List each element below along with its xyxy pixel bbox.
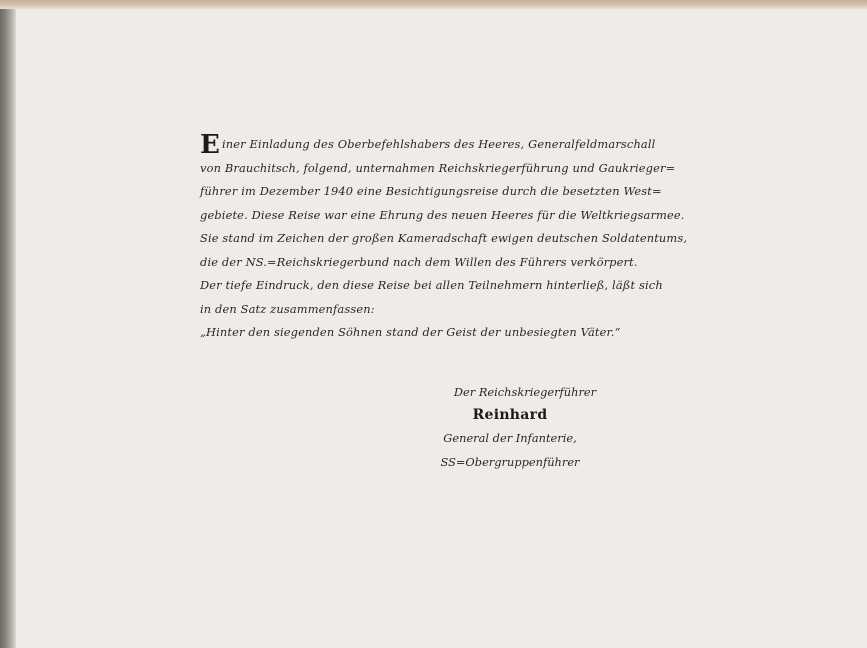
text-line-7: Der tiefe Eindruck, den diese Reise bei allen Teilnehmern hinterließ, läßt sich: [200, 278, 663, 292]
text-line-8: in den Satz zusammenfassen:: [200, 301, 375, 316]
page-top-edge: [0, 0, 867, 9]
text-line-4: gebiete. Diese Reise war eine Ehrung des neuen Heeres für die Weltkriegsarmee.: [200, 207, 685, 222]
text-line-1-rest: iner Einladung des Oberbefehlshabers des Heeres, Generalfeldmarschall: [221, 137, 656, 151]
closing-quote: „Hinter den siegenden Söhnen stand der Geist der unbesiegten Väter.“: [200, 325, 621, 339]
signature-rank: General der Infanterie, SS=Obergruppenführer: [440, 431, 580, 469]
text-line-1: [200, 130, 656, 160]
drop-initial: E: [200, 130, 220, 160]
signature-title: Der Reichskriegerführer: [453, 385, 597, 399]
body-text: [200, 130, 688, 345]
text-line-5: Sie stand im Zeichen der großen Kameradschaft ewigen deutschen Soldatentums,: [200, 231, 688, 245]
text-line-3: führer im Dezember 1940 eine Besichtigungsreise durch die besetzten West=: [200, 184, 662, 198]
text-line-2: von Brauchitsch, folgend, unternahmen Reichskriegerführung und Gaukrieger=: [200, 160, 676, 175]
text-line-6: die der NS.=Reichskriegerbund nach dem Willen des Führers verkörpert.: [200, 254, 638, 269]
signature-block: [380, 380, 640, 469]
signature-name: Reinhard: [472, 407, 548, 423]
